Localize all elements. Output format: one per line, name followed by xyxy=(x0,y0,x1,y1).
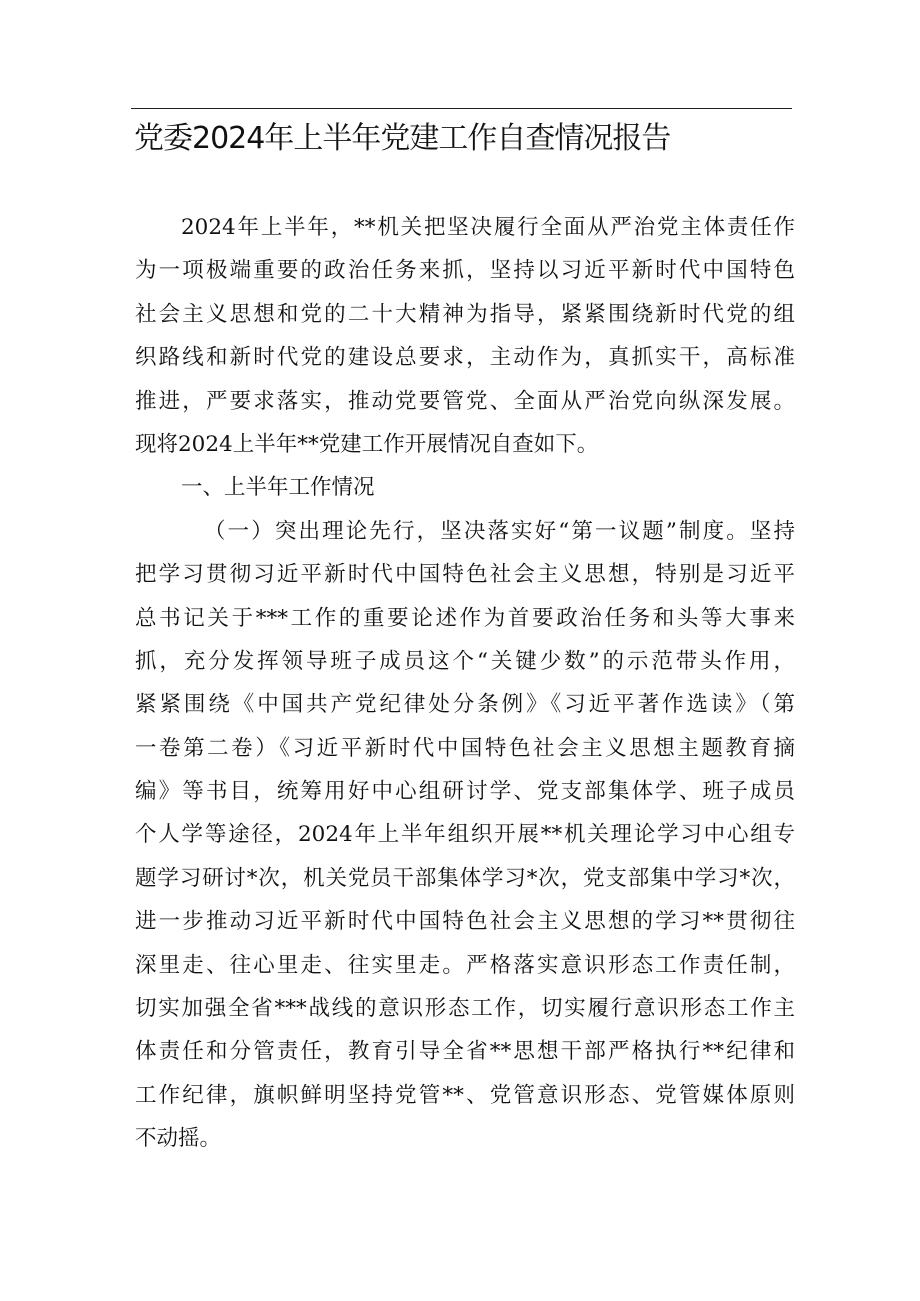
document-body xyxy=(135,206,795,1161)
text-line: 推进，严要求落实，推动党要管党、全面从严治党向纵深发展。 xyxy=(135,388,795,414)
paragraph-theory-study xyxy=(135,510,795,1161)
text-line: 切实加强全省***战线的意识形态工作，切实履行意识形态工作主 xyxy=(135,996,795,1022)
text-line: 总书记关于***工作的重要论述作为首要政治任务和头等大事来 xyxy=(135,605,795,631)
text-line: 工作纪律，旗帜鲜明坚持党管**、党管意识形态、党管媒体原则 xyxy=(135,1082,795,1108)
text-line: （一）突出理论先行，坚决落实好“第一议题”制度。坚持 xyxy=(204,518,795,544)
text-line: 社会主义思想和党的二十大精神为指导，紧紧围绕新时代党的组 xyxy=(135,301,795,327)
text-line: 体责任和分管责任，教育引导全省**思想干部严格执行**纪律和 xyxy=(135,1039,795,1065)
section-heading: 一、上半年工作情况 xyxy=(181,475,375,501)
text-line: 进一步推动习近平新时代中国特色社会主义思想的学习**贯彻往 xyxy=(135,909,795,935)
document-title: 党委2024年上半年党建工作自查情况报告 xyxy=(134,121,671,156)
text-line: 一卷第二卷）《习近平新时代中国特色社会主义思想主题教育摘 xyxy=(135,735,795,761)
header-rule xyxy=(131,108,792,109)
text-line: 现将2024上半年**党建工作开展情况自查如下。 xyxy=(135,431,599,457)
text-line: 编》等书目，统筹用好中心组研讨学、党支部集体学、班子成员 xyxy=(135,779,795,805)
text-line: 不动摇。 xyxy=(135,1126,222,1152)
text-line: 把学习贯彻习近平新时代中国特色社会主义思想，特别是习近平 xyxy=(135,562,795,588)
text-line: 深里走、往心里走、往实里走。严格落实意识形态工作责任制， xyxy=(135,952,795,978)
text-line: 紧紧围绕《中国共产党纪律处分条例》《习近平著作选读》（第 xyxy=(135,692,795,718)
text-line: 抓，充分发挥领导班子成员这个“关键少数”的示范带头作用， xyxy=(135,648,795,674)
text-line: 题学习研讨*次，机关党员干部集体学习*次，党支部集中学习*次， xyxy=(135,865,795,891)
paragraph-intro xyxy=(135,206,795,466)
text-line: 为一项极端重要的政治任务来抓，坚持以习近平新时代中国特色 xyxy=(135,258,795,284)
text-line: 2024年上半年，**机关把坚决履行全面从严治党主体责任作 xyxy=(181,215,795,240)
text-line: 织路线和新时代党的建设总要求，主动作为，真抓实干，高标准 xyxy=(135,345,795,371)
text-line: 个人学等途径，2024年上半年组织开展**机关理论学习中心组专 xyxy=(135,822,795,848)
